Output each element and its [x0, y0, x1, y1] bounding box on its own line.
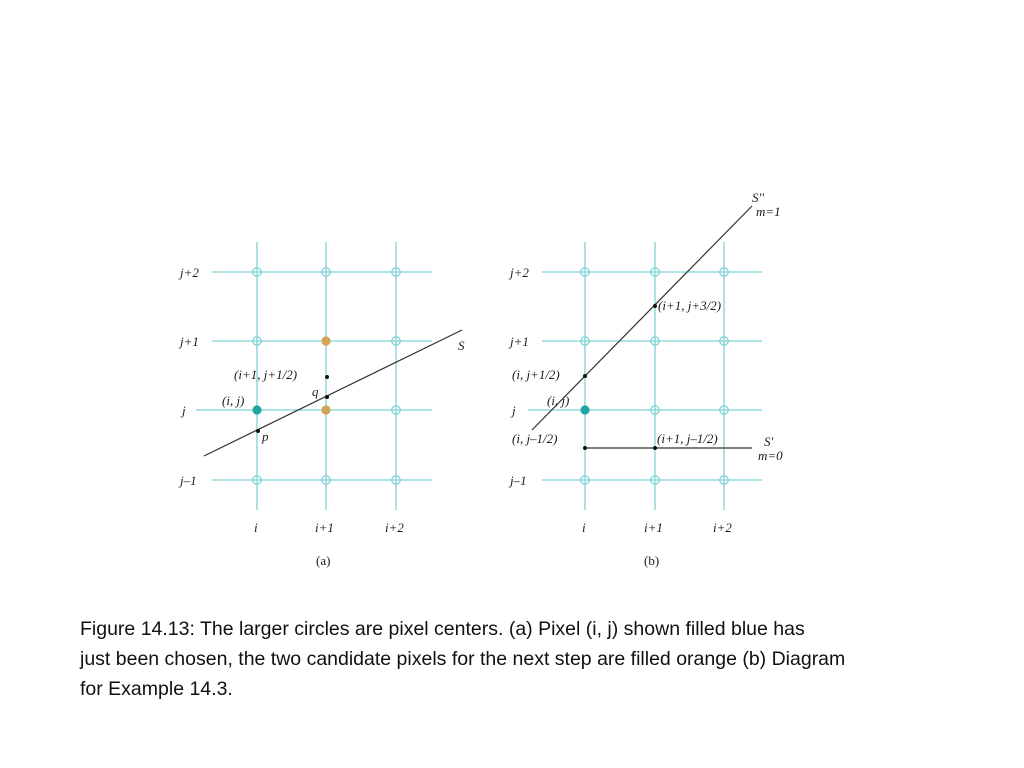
row-label-jm1: j–1 — [180, 473, 197, 488]
point-lower-far-dot — [653, 446, 657, 450]
label-current-pixel: (i, j) — [547, 393, 570, 408]
figure-caption — [80, 614, 1010, 704]
point-upper-near-dot — [583, 374, 587, 378]
midpoint-dot — [325, 375, 329, 379]
row-label-j1: j+1 — [510, 334, 529, 349]
candidate-pixel-lower — [321, 405, 330, 414]
point-upper-far-dot — [653, 304, 657, 308]
candidate-pixel-upper — [321, 336, 330, 345]
label-slope-lower: m=0 — [758, 448, 783, 463]
col-label-i1: i+1 — [315, 520, 334, 535]
panel-a-grid — [196, 242, 432, 510]
col-label-i2: i+2 — [713, 520, 732, 535]
label-line-s: S — [458, 338, 465, 353]
panel-b-grid — [528, 242, 762, 510]
label-half-point: (i+1, j+1/2) — [234, 367, 298, 382]
label-lower-far: (i+1, j–1/2) — [657, 431, 718, 446]
label-q: q — [312, 384, 319, 399]
col-label-i: i — [254, 520, 258, 535]
label-slope-upper: m=1 — [756, 204, 781, 219]
point-q-dot — [325, 395, 329, 399]
point-p-dot — [256, 429, 260, 433]
caption-line: just been chosen, the two candidate pixels for the next step are filled orange (b) Diagram — [80, 648, 846, 670]
label-lower-near: (i, j–1/2) — [512, 431, 558, 446]
row-label-j: j — [182, 403, 186, 418]
panel-a-sublabel: (a) — [316, 553, 331, 568]
panel-a — [178, 242, 465, 568]
label-current-pixel: (i, j) — [222, 393, 245, 408]
col-label-i1: i+1 — [644, 520, 663, 535]
caption-line: for Example 14.3. — [80, 678, 233, 700]
label-p: p — [262, 429, 269, 444]
caption-line: Figure 14.13: The larger circles are pixel centers. (a) Pixel (i, j) shown filled blue has — [80, 618, 805, 640]
panel-b-sublabel: (b) — [644, 553, 660, 568]
chosen-pixel — [252, 405, 261, 414]
col-label-i2: i+2 — [385, 520, 404, 535]
col-label-i: i — [582, 520, 586, 535]
chosen-pixel — [580, 405, 589, 414]
point-lower-near-dot — [583, 446, 587, 450]
row-label-j2: j+2 — [180, 265, 199, 280]
label-line-s-prime: S' — [764, 434, 774, 449]
label-line-s-double-prime: S'' — [752, 190, 765, 205]
row-label-j1: j+1 — [180, 334, 199, 349]
label-upper-near: (i, j+1/2) — [512, 367, 560, 382]
label-upper-far: (i+1, j+3/2) — [658, 298, 722, 313]
row-label-jm1: j–1 — [510, 473, 527, 488]
panel-b — [508, 190, 783, 568]
row-label-j2: j+2 — [510, 265, 529, 280]
row-label-j: j — [512, 403, 516, 418]
